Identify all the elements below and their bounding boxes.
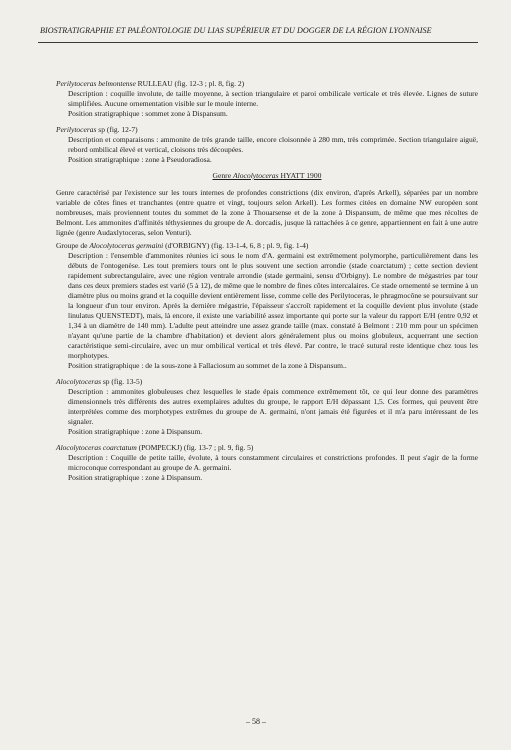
- species-stratigraphy: Position stratigraphique : zone à Pseudoradiosa.: [68, 155, 212, 164]
- species-name: Alocolytoceras coarctatum: [56, 442, 137, 452]
- species-description: Description et comparaisons : ammonite de très grande taille, encore cloisonnée à 280 mm, très comprimée. Section triangulaire aiguë, rebord ombilical élevé et vertical, cloisons très découpées.: [68, 135, 478, 154]
- species-entry: [56, 79, 478, 119]
- species-name: Perilytoceras belmontense: [56, 79, 136, 88]
- species-stratigraphy: Position stratigraphique : zone à Dispansum.: [68, 472, 203, 482]
- genus-description: Genre caractérisé par l'existence sur les tours internes de profondes constrictions (dix environ, d'après Arkell), séparées par un nombre variable de côtes fines et tranchantes (entre quatre et vingt, toujours selon Arkell). Les formes citées en domaine NW européen sont nombreuses, mais proviennent toutes du sommet de la zone à Thouarsense et de la zone à Dispansum, de même que mes récoltes de Belmont. Les ammonites d'affinités téthysiennes du groupe de A. dorcadis, jusque là rattachées à ce genre, appartiennent en fait à une autre lignée (genre Audaxlytoceras, selon Venturi).: [56, 187, 478, 237]
- running-header: BIOSTRATIGRAPHIE ET PALÉONTOLOGIE DU LIAS SUPÉRIEUR ET DU DOGGER DE LA RÉGION LYONNAISE: [40, 26, 432, 35]
- genus-heading: Genre Alocolytoceras HYATT 1900: [212, 171, 322, 180]
- species-citation: sp (fig. 12-7): [96, 125, 138, 134]
- species-name: Alocolytoceras germaini: [89, 240, 164, 250]
- species-title: [56, 377, 478, 387]
- species-entry: [56, 377, 478, 437]
- species-description: Description : Coquille de petite taille, évolute, à tours constamment circulaires et constrictions profondes. Il peut s'agir de la forme microconque correspondant au groupe de A. germaini.: [68, 452, 478, 472]
- page-number: – 58 –: [246, 717, 266, 726]
- species-entry: [56, 443, 478, 483]
- species-stratigraphy: Position stratigraphique : de la sous-zone à Fallaciosum au sommet de la zone à Dispansum..: [68, 360, 347, 370]
- species-stratigraphy: Position stratigraphique : zone à Dispansum.: [68, 426, 203, 436]
- species-title: [56, 443, 478, 453]
- header-rule: [38, 42, 478, 43]
- species-citation: RULLEAU (fig. 12-3 ; pl. 8, fig. 2): [135, 79, 245, 88]
- species-description: Description : coquille involute, de taille moyenne, à section triangulaire et paroi ombilicale verticale et très élevée. Lignes de suture simplifiées. Aucune ornementation visible sur le moule interne.: [68, 89, 478, 108]
- species-title: [56, 79, 478, 89]
- species-title: [56, 125, 478, 135]
- species-citation: sp (fig. 13-5): [101, 376, 143, 386]
- species-entry: [56, 241, 478, 371]
- species-name: Alocolytoceras: [56, 376, 101, 386]
- species-citation: (POMPECKJ) (fig. 13-7 ; pl. 9, fig. 5): [136, 442, 254, 452]
- species-entry: [56, 125, 478, 165]
- species-stratigraphy: Position stratigraphique : sommet zone à Dispansum.: [68, 109, 228, 118]
- genus-name: Alocolytoceras: [232, 171, 279, 180]
- species-name: Perilytoceras: [56, 125, 97, 134]
- species-title: Groupe de Alocolytoceras germaini (d'ORBIGNY) (fig. 13-1-4, 6, 8 ; pl. 9, fig. 1-4): [56, 240, 309, 250]
- species-description: Description : ammonites globuleuses chez lesquelles le stade épais commence extrêmement tôt, ce qui leur donne des paramètres dimensionnels très différents des autres exemplaires adultes du groupe, le rapport E/H dépassant 1,5. Ces formes, qui peuvent être interprétées comme des morphotypes extrêmes du groupe de A. germaini, n'ont jamais été figurées et il m'a paru intéressant de les signaler.: [68, 386, 478, 426]
- species-description: Description : l'ensemble d'ammonites réunies ici sous le nom d'A. germaini est extrêmement polymorphe, particulièrement dans les débuts de l'ontogenèse. Les tout premiers tours ont le plus souvent une section arrondie (stade coarctatum) ; cette section devient rapidement subrectangulaire, avec une région ventrale arrondie (stade germaini, sensu d'Orbigny). Le nombre de mégastries par tour dans ces deux premiers stades est varié (5 à 12), de même que le nombre de fines côtes intercalaires. Ce stade ornementé se termine à un diamètre plus ou moins grand et la coquille devient entièrement lisse, comme celle des Perilytoceras, le phragmocône se poursuivant sur la longueur d'un tour environ. Après la dernière mégastrie, l'épaisseur s'accroît rapidement et la coquille devient plus involute (stade linulatus QUENSTEDT), mais, là encore, il existe une variabilité assez importante qui porte sur la valeur du rapport E/H (entre 0,92 et 1,34 à un diamètre de 140 mm). L'adulte peut atteindre une assez grande taille (max. constaté à Belmont : 210 mm pour un spécimen n'ayant qu'une partie de la chambre d'habitation) et devient alors généralement plus ou moins globuleux, acquerrant une section caractéristique semi-circulaire, avec un mur ombilical vertical et très élevé. Par contre, le tracé sutural reste identique chez tous les morphotypes.: [68, 250, 478, 360]
- species-citation: (d'ORBIGNY) (fig. 13-1-4, 6, 8 ; pl. 9, fig. 1-4): [163, 240, 309, 250]
- main-content: [56, 79, 478, 489]
